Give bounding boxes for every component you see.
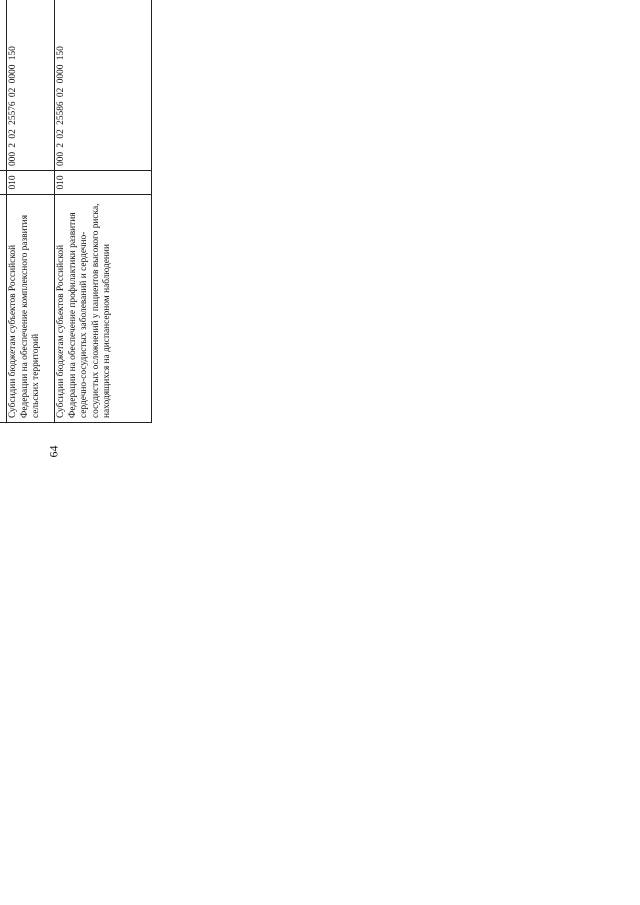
- row-name: Субсидии бюджетам субъектов Российской Федерации на обеспечение профилактики развития сердечно-сосудистых заболеваний и сердечно-сосудистых осложнений у пациентов высокого риска, находящихся на диспансерном наблюдении: [55, 195, 152, 423]
- row-classification: 000 2 02 25586 02 0000 150: [55, 0, 152, 171]
- rotated-table-container: [0, 0, 152, 423]
- row-classification: 000 2 02 25576 02 0000 150: [7, 0, 55, 171]
- row-code: 010: [7, 171, 55, 195]
- row-name: Субсидии бюджетам субъектов Российской Федерации на обеспечение комплексного развития сельских территорий: [7, 195, 55, 423]
- table-row: [55, 0, 152, 423]
- budget-table: [0, 0, 152, 423]
- table-row: [7, 0, 55, 423]
- page-number: 64: [46, 445, 61, 458]
- row-code: 010: [55, 171, 152, 195]
